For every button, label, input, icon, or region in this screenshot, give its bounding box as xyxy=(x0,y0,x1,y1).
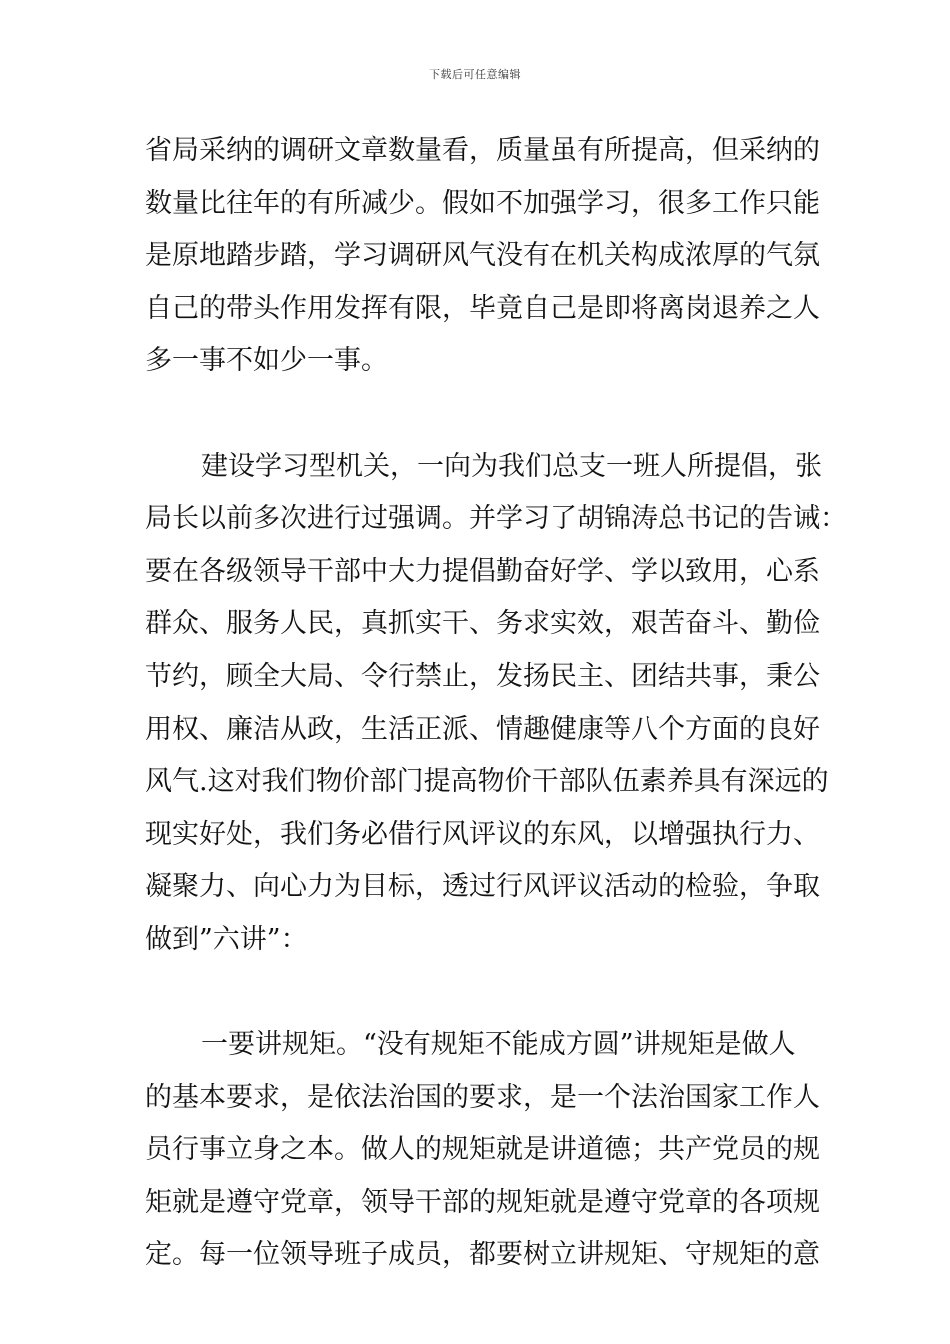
text-line: 是原地踏步踏，学习调研风气没有在机关构成浓厚的气氛 xyxy=(145,240,820,272)
text-line: 群众、服务人民，真抓实干、务求实效，艰苦奋斗、勤俭 xyxy=(145,608,820,640)
text-line: 矩就是遵守党章，领导干部的规矩就是遵守党章的各项规 xyxy=(145,1186,820,1218)
text-line: 用权、廉洁从政，生活正派、情趣健康等八个方面的良好 xyxy=(145,713,820,745)
text-line: 的基本要求，是依法治国的要求，是一个法治国家工作人 xyxy=(145,1081,820,1113)
paragraph-gap xyxy=(145,967,807,1020)
text-line: 多一事不如少一事。 xyxy=(145,345,388,377)
document-body xyxy=(145,125,847,1282)
text-line: 建设学习型机关，一向为我们总支一班人所提倡，张 xyxy=(201,450,822,482)
text-line: 局长以前多次进行过强调。并学习了胡锦涛总书记的告诫： xyxy=(145,503,847,535)
text-line: 现实好处，我们务必借行风评议的东风，以增强执行力、 xyxy=(145,818,820,850)
text-line: 省局采纳的调研文章数量看，质量虽有所提高，但采纳的 xyxy=(145,135,820,166)
text-line: 自己的带头作用发挥有限，毕竟自己是即将离岗退养之人 xyxy=(145,292,820,324)
text-line: 员行事立身之本。做人的规矩就是讲道德；共产党员的规 xyxy=(145,1134,820,1166)
text-line: 定。每一位领导班子成员，都要树立讲规矩、守规矩的意 xyxy=(145,1239,820,1271)
text-line: 一要讲规矩。“没有规矩不能成方圆”讲规矩是做人 xyxy=(201,1029,796,1061)
paragraph-gap xyxy=(145,388,807,441)
text-line: 节约，顾全大局、令行禁止，发扬民主、团结共事，秉公 xyxy=(145,660,820,692)
text-line: 凝聚力、向心力为目标，透过行风评议活动的检验，争取 xyxy=(145,871,820,903)
page-header: 下载后可任意编辑 xyxy=(429,68,521,81)
text-line: 做到”六讲”： xyxy=(145,923,308,955)
text-line: 要在各级领导干部中大力提倡勤奋好学、学以致用，心系 xyxy=(145,555,820,587)
text-line: 数量比往年的有所减少。假如不加强学习，很多工作只能 xyxy=(145,187,820,219)
text-line: 风气.这对我们物价部门提高物价干部队伍素养具有深远的 xyxy=(145,766,829,798)
